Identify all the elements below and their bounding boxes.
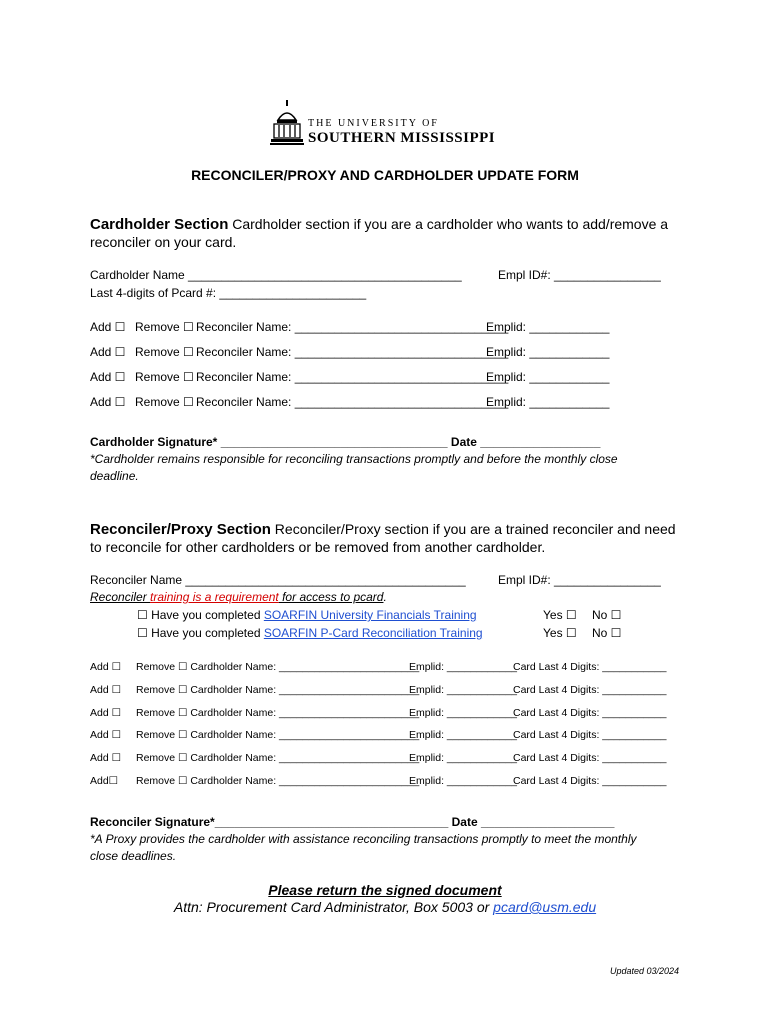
reconciler-emplid-field[interactable]: Emplid: ____________	[486, 370, 610, 384]
dome-building-icon	[270, 100, 304, 146]
add-checkbox[interactable]: Add☐	[90, 775, 119, 787]
training-1-no[interactable]: No ☐	[592, 608, 622, 622]
logo-line2: SOUTHERN MISSISSIPPI	[308, 130, 496, 146]
cardholder-empl-id-field[interactable]: Empl ID#: ________________	[498, 268, 661, 282]
form-title: RECONCILER/PROXY AND CARDHOLDER UPDATE FORM	[191, 167, 579, 183]
training-question-2[interactable]	[137, 626, 483, 640]
reconciler-name-field[interactable]: Reconciler Name: ________________________________	[196, 345, 509, 359]
reconciler-empl-id-field[interactable]: Empl ID#: ________________	[498, 573, 661, 587]
reconciler-emplid-field[interactable]: Emplid: ____________	[486, 345, 610, 359]
cardholder-name-field[interactable]: Remove ☐ Cardholder Name: ________________________	[136, 707, 420, 719]
cardholder-name-field[interactable]: Remove ☐ Cardholder Name: ________________________	[136, 752, 420, 764]
cardholder-name-field[interactable]: Remove ☐ Cardholder Name: ________________________	[136, 684, 420, 696]
requirement-highlight: training is a requirement	[150, 590, 279, 604]
card-last4-field[interactable]: Card Last 4 Digits: ___________	[513, 707, 667, 719]
reconciler-intro-line2: to reconcile for other cardholders or be removed from another cardholder.	[90, 539, 546, 555]
cardholder-note-line1: *Cardholder remains responsible for reconciling transactions promptly and before the monthly close	[90, 452, 618, 466]
requirement-period: .	[383, 590, 387, 604]
remove-checkbox[interactable]: Remove ☐	[135, 395, 194, 409]
cardholder-row	[90, 752, 690, 768]
cardholder-name-field[interactable]: Remove ☐ Cardholder Name: ________________________	[136, 661, 420, 673]
cardholder-row	[90, 775, 690, 791]
remove-checkbox[interactable]: Remove ☐	[135, 345, 194, 359]
card-last4-field[interactable]: Card Last 4 Digits: ___________	[513, 752, 667, 764]
training-requirement	[90, 590, 387, 604]
cardholder-emplid-field[interactable]: Emplid: ____________	[409, 729, 518, 741]
reconciler-name-field[interactable]: Reconciler Name: ________________________________	[196, 320, 509, 334]
add-checkbox[interactable]: Add ☐	[90, 395, 126, 409]
reconciler-row	[90, 370, 690, 386]
add-checkbox[interactable]: Add ☐	[90, 729, 122, 741]
cardholder-emplid-field[interactable]: Emplid: ____________	[409, 775, 518, 787]
training-question-1[interactable]	[137, 608, 477, 622]
requirement-prefix: Reconciler	[90, 590, 151, 604]
cardholder-intro	[90, 216, 668, 233]
training-2-yes[interactable]: Yes ☐	[543, 626, 577, 640]
soarfin-pcard-training-link[interactable]: SOARFIN P-Card Reconciliation Training	[263, 626, 483, 640]
attn-line	[0, 899, 770, 915]
card-last4-field[interactable]: Card Last 4 Digits: ___________	[513, 684, 667, 696]
card-last4-field[interactable]: Card Last 4 Digits: ___________	[513, 729, 667, 741]
reconciler-row	[90, 320, 690, 336]
attn-text: Attn: Procurement Card Administrator, Box 5003 or	[173, 899, 494, 915]
reconciler-intro	[90, 521, 676, 538]
cardholder-name-field[interactable]: Remove ☐ Cardholder Name: ________________________	[136, 775, 420, 787]
reconciler-note-line1: *A Proxy provides the cardholder with assistance reconciling transactions promptly to meet the monthly	[90, 832, 637, 846]
cardholder-emplid-field[interactable]: Emplid: ____________	[409, 752, 518, 764]
remove-checkbox[interactable]: Remove ☐	[135, 370, 194, 384]
cardholder-emplid-field[interactable]: Emplid: ____________	[409, 661, 518, 673]
add-checkbox[interactable]: Add ☐	[90, 684, 122, 696]
cardholder-intro-line1: Cardholder section if you are a cardholder who wants to add/remove a	[228, 216, 669, 232]
cardholder-row	[90, 707, 690, 723]
add-checkbox[interactable]: Add ☐	[90, 707, 122, 719]
reconciler-row	[90, 395, 690, 411]
training-question-2-prefix[interactable]: ☐ Have you completed	[137, 626, 264, 640]
cardholder-name-field[interactable]: Remove ☐ Cardholder Name: ________________________	[136, 729, 420, 741]
cardholder-signature-field[interactable]: Cardholder Signature* __________________________________ Date __________________	[90, 435, 601, 449]
cardholder-section-heading: Cardholder Section	[90, 216, 229, 233]
cardholder-row	[90, 661, 690, 677]
university-logo	[270, 100, 510, 148]
cardholder-emplid-field[interactable]: Emplid: ____________	[409, 707, 518, 719]
add-checkbox[interactable]: Add ☐	[90, 345, 126, 359]
pcard-email-link[interactable]: pcard@usm.edu	[493, 899, 597, 915]
cardholder-intro-line2: reconciler on your card.	[90, 234, 237, 250]
cardholder-row	[90, 684, 690, 700]
reconciler-section-heading: Reconciler/Proxy Section	[90, 521, 271, 538]
cardholder-note-line2: deadline.	[90, 469, 139, 483]
card-last4-field[interactable]: Card Last 4 Digits: ___________	[513, 661, 667, 673]
add-checkbox[interactable]: Add ☐	[90, 661, 122, 673]
reconciler-intro-line1: Reconciler/Proxy section if you are a trained reconciler and need	[270, 521, 676, 537]
reconciler-name-field[interactable]: Reconciler Name: ________________________________	[196, 395, 509, 409]
cardholder-name-field[interactable]: Cardholder Name _________________________________________	[90, 268, 462, 282]
reconciler-note-line2: close deadlines.	[90, 849, 177, 863]
logo-line1: THE UNIVERSITY OF	[308, 118, 439, 129]
reconciler-row	[90, 345, 690, 361]
soarfin-financials-training-link[interactable]: SOARFIN University Financials Training	[263, 608, 477, 622]
reconciler-emplid-field[interactable]: Emplid: ____________	[486, 320, 610, 334]
remove-checkbox[interactable]: Remove ☐	[135, 320, 194, 334]
add-checkbox[interactable]: Add ☐	[90, 752, 122, 764]
card-last4-field[interactable]: Card Last 4 Digits: ___________	[513, 775, 667, 787]
reconciler-signature-field[interactable]: Reconciler Signature*___________________________________ Date ____________________	[90, 815, 615, 829]
reconciler-name-field[interactable]: Reconciler Name __________________________________________	[90, 573, 466, 587]
reconciler-name-field[interactable]: Reconciler Name: ________________________________	[196, 370, 509, 384]
add-checkbox[interactable]: Add ☐	[90, 320, 126, 334]
cardholder-row	[90, 729, 690, 745]
reconciler-emplid-field[interactable]: Emplid: ____________	[486, 395, 610, 409]
cardholder-emplid-field[interactable]: Emplid: ____________	[409, 684, 518, 696]
add-checkbox[interactable]: Add ☐	[90, 370, 126, 384]
updated-date: Updated 03/2024	[610, 966, 680, 976]
pcard-last4-field[interactable]: Last 4-digits of Pcard #: ______________________	[90, 286, 367, 300]
training-1-yes[interactable]: Yes ☐	[543, 608, 577, 622]
training-question-1-prefix[interactable]: ☐ Have you completed	[137, 608, 264, 622]
requirement-suffix: for access to pcard	[278, 590, 384, 604]
training-2-no[interactable]: No ☐	[592, 626, 622, 640]
return-instruction: Please return the signed document	[268, 882, 502, 898]
